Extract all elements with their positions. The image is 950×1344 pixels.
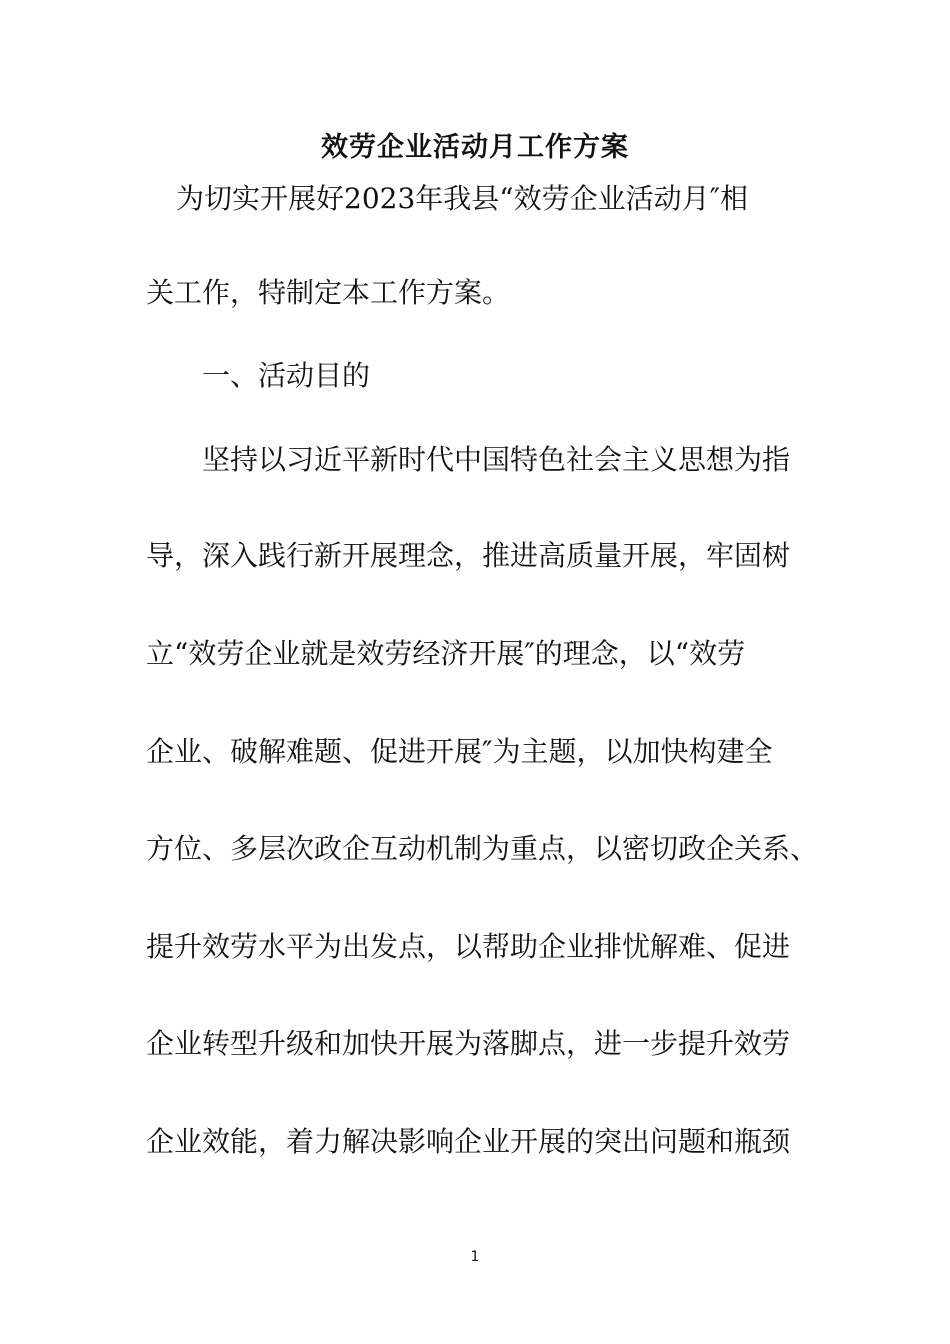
paragraph-line	[0, 729, 950, 775]
page-number: 1	[470, 1249, 480, 1265]
paragraph-line	[0, 924, 950, 970]
section-heading	[0, 353, 950, 399]
paragraph-line-text: 方位、多层次政企互动机制为重点，以密切政企关系、	[146, 832, 819, 865]
paragraph-line-text: 企业、破解难题、促进开展″为主题，以加快构建全	[146, 735, 773, 768]
paragraph-line	[0, 533, 950, 579]
document-title: 效劳企业活动月工作方案	[321, 132, 629, 163]
paragraph-line-text: 为切实开展好2023年我县“效劳企业活动月″相	[176, 182, 749, 215]
paragraph-line-text: 坚持以习近平新时代中国特色社会主义思想为指	[202, 443, 791, 476]
paragraph-line-text: 提升效劳水平为出发点，以帮助企业排忧解难、促进	[146, 930, 791, 963]
paragraph-line-text: 立“效劳企业就是效劳经济开展″的理念，以“效劳	[146, 637, 746, 670]
paragraph-line	[0, 176, 950, 222]
paragraph-line	[0, 437, 950, 483]
section-heading-text: 一、活动目的	[202, 359, 371, 392]
paragraph-line	[0, 1021, 950, 1067]
paragraph-line-text: 企业效能，着力解决影响企业开展的突出问题和瓶颈	[146, 1125, 791, 1158]
paragraph-line	[0, 1119, 950, 1165]
paragraph-line-text: 关工作，特制定本工作方案。	[146, 276, 511, 309]
paragraph-line	[0, 270, 950, 316]
paragraph-line-text: 企业转型升级和加快开展为落脚点，进一步提升效劳	[146, 1027, 791, 1060]
paragraph-line-text: 导，深入践行新开展理念，推进高质量开展，牢固树	[146, 539, 791, 572]
paragraph-line	[0, 826, 950, 872]
paragraph-line	[0, 631, 950, 677]
